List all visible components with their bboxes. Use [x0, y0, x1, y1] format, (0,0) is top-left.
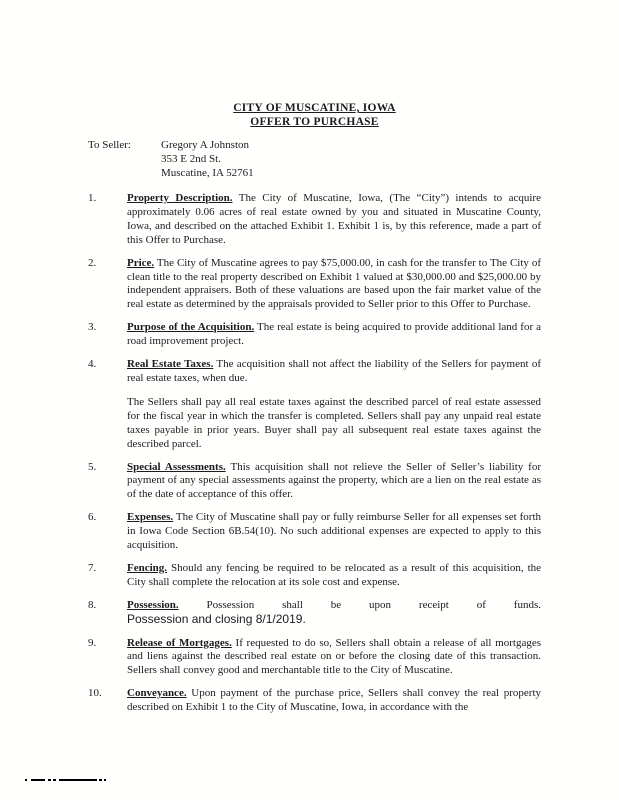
item-paragraph-1: [127, 358, 541, 386]
list-item-7: [88, 562, 541, 590]
item-body: [127, 599, 541, 628]
item-text: The real estate is being acquired to provide additional land for a road improvement project.: [127, 321, 541, 348]
list-item-5: [88, 461, 541, 503]
item-body: [127, 461, 541, 503]
seller-address-line-1: 353 E 2nd St.: [161, 153, 221, 165]
item-text: If requested to do so, Sellers shall obtain a release of all mortgages and liens against the described real estate on or before the closing date of this transaction. Sellers shall convey good and merchantable title to the City of Muscatine.: [127, 636, 542, 677]
item-number: 8.: [88, 598, 97, 611]
list-item-9: [88, 637, 541, 679]
item-body: [127, 358, 541, 451]
item-body: [127, 321, 541, 349]
item-paragraph-2: The Sellers shall pay all real estate taxes against the described parcel of real estate assessed for the fiscal year in which the transfer is completed. Sellers shall pay any unpaid real estate taxes payable in prior years. Buyer shall pay all subsequent real estate taxes against the described parcel.: [127, 395, 541, 450]
item-heading: Fencing.: [127, 561, 168, 574]
possession-closing-annotation: Possession and closing 8/1/2019.: [127, 611, 306, 626]
item-number: 9.: [88, 636, 97, 649]
seller-label: To Seller:: [88, 139, 131, 151]
list-item-2: [88, 257, 541, 313]
item-number: 4.: [88, 358, 97, 371]
scan-artifact-dashes: [25, 779, 106, 781]
seller-address: [161, 138, 254, 180]
item-text: This acquisition shall not relieve the Seller of Seller’s liability for payment of any special assessments against the property, which are a lien on the real estate as of the date of acceptance of this offer.: [127, 460, 542, 501]
seller-address-line-2: Muscatine, IA 52761: [161, 167, 254, 179]
item-heading: Conveyance.: [127, 687, 187, 700]
item-text: Should any fencing be required to be relocated as a result of this acquisition, the City shall complete the relocation at its sole cost and expense.: [127, 561, 542, 588]
item-number: 6.: [88, 511, 97, 524]
item-number: 5.: [88, 460, 97, 473]
item-heading: Expenses.: [127, 511, 174, 524]
item-body: [127, 257, 541, 313]
item-heading: Purpose of the Acquisition.: [127, 321, 255, 334]
item-body: [127, 637, 541, 679]
item-text: The City of Muscatine agrees to pay $75,000.00, in cash for the transfer to The City of clean title to the real property described on Exhibit 1 valued at $30,000.00 and $25,000.00 by independent appraisers. Both of these valuations are based upon the fair market value of the real estate as determined by the appraisals provided to Seller prior to this Offer to Purchase.: [127, 256, 541, 311]
list-item-6: [88, 511, 541, 553]
item-heading: Possession.: [127, 598, 179, 611]
item-text: The acquisition shall not affect the liability of the Sellers for payment of real estate taxes, when due.: [127, 358, 541, 384]
list-item-4: [88, 358, 541, 451]
item-number: 1.: [88, 192, 97, 204]
item-body: [127, 687, 541, 715]
seller-block: [88, 138, 541, 180]
item-body: [127, 511, 541, 553]
item-number: 2.: [88, 256, 97, 269]
seller-name: Gregory A Johnston: [161, 139, 249, 151]
item-text: The City of Muscatine, Iowa, (The “City”) intends to acquire approximately 0.06 acres of real estate owned by you and situated in Muscatine County, Iowa, and described on the attached Exhibit 1. Exhibit 1 is, by this reference, made a part of this Offer to Purchase.: [127, 192, 541, 246]
title-line-1: CITY OF MUSCATINE, IOWA: [233, 102, 396, 114]
item-number: 10.: [88, 687, 102, 700]
item-heading: Real Estate Taxes.: [127, 358, 214, 371]
item-heading: Release of Mortgages.: [127, 636, 232, 649]
item-heading: Property Description.: [127, 192, 233, 204]
title-line-2: OFFER TO PURCHASE: [250, 116, 379, 128]
item-heading: Special Assessments.: [127, 460, 226, 473]
item-body: [127, 192, 541, 248]
list-item-8: [88, 599, 541, 628]
document-title: [88, 101, 541, 129]
item-number: 3.: [88, 321, 97, 334]
item-text: The City of Muscatine shall pay or fully reimburse Seller for all expenses set forth in Iowa Code Section 6B.54(10). No such additional expenses are expected to apply to this acquisition.: [127, 511, 541, 552]
item-text: Possession shall be upon receipt of funds.: [206, 598, 541, 611]
item-body: [127, 562, 541, 590]
item-text: Upon payment of the purchase price, Sellers shall convey the real property described on Exhibit 1 to the City of Muscatine, Iowa, in accordance with the: [127, 687, 541, 714]
list-item-3: [88, 321, 541, 349]
document-content: [88, 101, 541, 715]
list-item-10: [88, 687, 541, 715]
item-heading: Price.: [127, 256, 155, 269]
item-number: 7.: [88, 561, 97, 574]
list-item-1: [88, 192, 541, 248]
